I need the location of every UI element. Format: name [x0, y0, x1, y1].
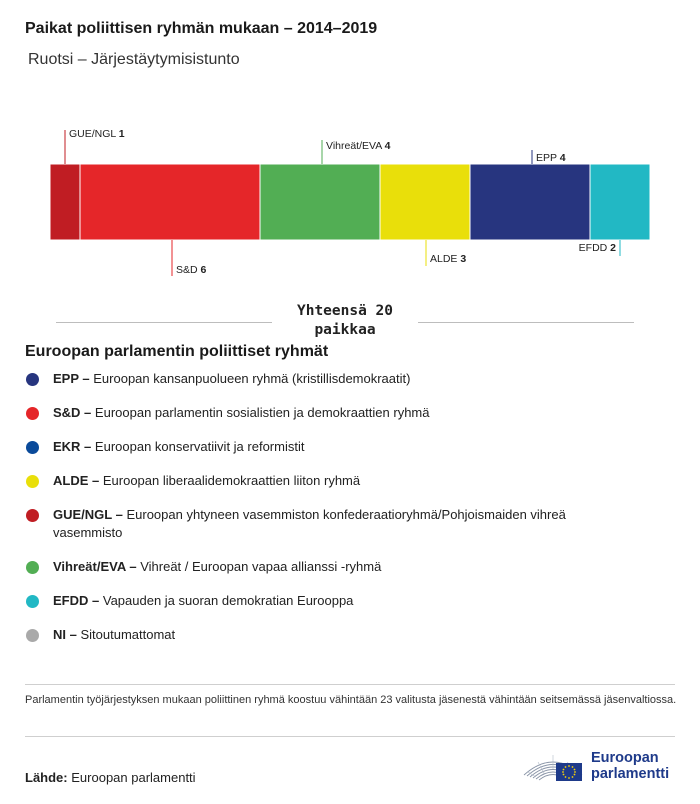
chart-subtitle: Ruotsi – Järjestäytymisistunto [28, 51, 240, 68]
bar-segment-s-d [80, 164, 260, 240]
segment-label-efdd: EFDD 2 [578, 242, 616, 254]
alde-color-dot [26, 475, 39, 488]
bar-segment-alde [380, 164, 470, 240]
legend-name: Euroopan yhtyneen vasemmiston konfederaatioryhmä/Pohjoismaiden vihreä vasemmisto [53, 507, 566, 540]
legend-name: Euroopan parlamentin sosialistien ja demokraattien ryhmä [94, 405, 430, 420]
legend-abbr: NI – [53, 627, 77, 642]
segment-label-vihre-t-eva: Vihreät/EVA 4 [326, 140, 391, 152]
epp-color-dot [26, 373, 39, 386]
divider-bottom [25, 736, 675, 737]
segment-label-alde: ALDE 3 [430, 253, 467, 265]
legend-abbr: EPP – [53, 371, 90, 386]
ni-color-dot [26, 629, 39, 642]
hemicycle-eu-flag-icon [518, 745, 588, 787]
efdd-color-dot [26, 595, 39, 608]
ekr-color-dot [26, 441, 39, 454]
footnote: Parlamentin työjärjestyksen mukaan poliittinen ryhmä koostuu vähintään 23 valitusta jäsenestä vähintään seitsemässä jäsenvaltiossa. [25, 694, 677, 706]
seat-distribution-chart [0, 110, 700, 290]
legend-name: Euroopan konservatiivit ja reformistit [94, 439, 305, 454]
chart-title: Paikat poliittisen ryhmän mukaan – 2014–2019 [25, 20, 378, 37]
bar-segment-epp [470, 164, 590, 240]
bar-segment-gue-ngl [50, 164, 80, 240]
source-line [25, 770, 196, 785]
legend-abbr: S&D – [53, 405, 92, 420]
source-label: Lähde: [25, 770, 68, 785]
legend-title: Euroopan parlamentin poliittiset ryhmät [25, 343, 329, 360]
legend-abbr: ALDE – [53, 473, 100, 488]
logo-line2: parlamentti [591, 766, 670, 782]
gue-ngl-color-dot [26, 509, 39, 522]
european-parliament-logo [518, 745, 683, 787]
legend-abbr: EKR – [53, 439, 92, 454]
legend-abbr: GUE/NGL – [53, 507, 123, 522]
total-seats-label [272, 302, 418, 340]
divider-top [25, 684, 675, 685]
legend-abbr: EFDD – [53, 593, 100, 608]
logo-text [591, 750, 669, 782]
source-value: Euroopan parlamentti [71, 770, 196, 785]
total-seats [56, 302, 634, 342]
legend-name: Vihreät / Euroopan vapaa allianssi -ryhmä [140, 559, 382, 574]
sd-color-dot [26, 407, 39, 420]
total-seats-line2: paikkaa [314, 322, 376, 338]
bar-segment-efdd [590, 164, 650, 240]
logo-line1: Euroopan [591, 750, 659, 766]
segment-label-s-d: S&D 6 [176, 264, 207, 276]
greens-efa-color-dot [26, 561, 39, 574]
segment-label-gue-ngl: GUE/NGL 1 [69, 128, 125, 140]
legend-name: Euroopan liberaalidemokraattien liiton ryhmä [102, 473, 361, 488]
bar-segment-vihre-t-eva [260, 164, 380, 240]
legend-name: Vapauden ja suoran demokratian Eurooppa [102, 593, 354, 608]
segment-label-epp: EPP 4 [536, 152, 566, 164]
total-seats-line1: Yhteensä 20 [296, 303, 394, 319]
legend-abbr: Vihreät/EVA – [53, 559, 137, 574]
legend-name: Sitoutumattomat [80, 627, 176, 642]
legend-name: Euroopan kansanpuolueen ryhmä (kristillisdemokraatit) [93, 371, 411, 386]
total-divider-left [56, 322, 272, 323]
total-divider-right [418, 322, 634, 323]
